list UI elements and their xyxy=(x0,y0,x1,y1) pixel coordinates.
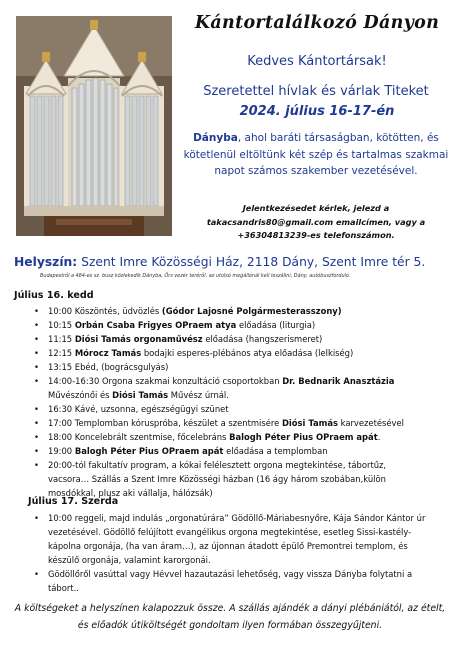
program-item: • 20:00-tól fakultatív program, a kókai felélesztett orgona megtekintése, tábortűz, vacsora… Szállás a Szent Imre Közösségi házban (16 ágy három szobában,külön mosdókkal, plusz aki vállalja, hálózsák) xyxy=(22,458,454,500)
day1-program xyxy=(22,304,454,500)
program-item-text: . xyxy=(377,432,381,442)
program-item-highlight: (Gódor Lajosné Polgármesterasszony) xyxy=(161,306,342,316)
program-item-text: 19:00 xyxy=(48,446,75,456)
program-item xyxy=(22,444,454,458)
program-item-text: karvezetésével xyxy=(337,418,404,428)
program-item-highlight: Dr. Bednarik Anasztázia xyxy=(282,376,395,386)
program-item-text: 10:00 Köszöntés, üdvözlés xyxy=(48,306,162,316)
program-item-text: 10:15 xyxy=(48,320,75,330)
registration-note xyxy=(180,202,452,243)
venue-address: Szent Imre Közösségi Ház, 2118 Dány, Szent Imre tér 5. xyxy=(81,255,426,269)
invitation-line: Szeretettel hívlak és várlak Titeket xyxy=(203,84,429,99)
day1-heading: Július 16. kedd xyxy=(14,290,94,301)
pipe-organ-photo xyxy=(16,16,172,236)
registration-line-3: +36304813239-es telefonszámon. xyxy=(237,230,395,240)
program-item-highlight: Balogh Péter Pius OPraem apát xyxy=(74,446,224,456)
program-item xyxy=(22,430,454,444)
program-item: • Gödöllőről vasúttal vagy Hévvel hazautazási lehetőség, vagy vissza Dányba folytatni a tábort.. xyxy=(22,567,450,595)
program-item-highlight: Orbán Csaba Frigyes OPraem atya xyxy=(74,320,237,330)
bus-note: Budapestről a 484-es sz. busz közlekedik Dányba, Örs vezér teréről, az utolsó megállónál kell leszállni, Dány, autóbuszforduló. xyxy=(40,273,351,279)
program-item xyxy=(22,374,454,388)
program-item xyxy=(22,346,454,360)
program-item xyxy=(22,388,454,402)
program-item-highlight: Balogh Péter Pius OPraem apát xyxy=(229,432,378,442)
program-item-text: 11:15 xyxy=(48,334,75,344)
program-item-text: előadása (liturgia) xyxy=(236,320,316,330)
program-item xyxy=(22,360,454,374)
intro-place: Dányba xyxy=(193,132,238,144)
program-item-highlight: Diósi Tamás orgonaművész xyxy=(74,334,203,344)
program-item xyxy=(22,332,454,346)
program-item xyxy=(22,304,454,318)
program-item xyxy=(22,318,454,332)
program-item-highlight: Diósi Tamás xyxy=(281,418,338,428)
program-item-text: bodajki esperes-plébános atya előadása (lelkiség) xyxy=(141,348,354,358)
program-item-text: 13:15 Ebéd, (bográcsgulyás) xyxy=(48,362,169,372)
program-item-text: előadása (hangszerismeret) xyxy=(202,334,323,344)
intro-text xyxy=(180,130,452,180)
closing-note: A költségeket a helyszínen kalapozzuk össze. A szállás ajándék a dányi plébániától, az ételt, és előadók útiköltségét gondoltam ilyen formában összegyűjteni. xyxy=(14,603,446,631)
program-item xyxy=(22,402,454,416)
day2-program xyxy=(22,511,450,595)
program-item-text: 14:00-16:30 Orgona szakmai konzultáció csoportokban xyxy=(48,376,283,386)
greeting: Kedves Kántortársak! xyxy=(247,54,387,69)
program-item-text: 16:30 Kávé, uzsonna, egészségügyi szünet xyxy=(48,404,229,414)
program-item xyxy=(22,416,454,430)
program-item-text: 18:00 Koncelebrált szentmise, főcelebráns xyxy=(48,432,230,442)
page-title: Kántortalálkozó Dányon xyxy=(194,13,440,33)
registration-line-1: Jelentkezésedet kérlek, jelezd a xyxy=(242,203,390,213)
venue-label: Helyszín: xyxy=(14,255,78,269)
program-item: • 10:00 reggeli, majd indulás „orgonatúrára” Gödöllő-Máriabesnyőre, Kája Sándor Kántor úr vezetésével. Gödöllő felújított evangélikus orgona megtekintése, esetleg Sissi-kastély-kápolna orgonája, (ha van áram…), az újonnan átadott épülő Premontrei templom, és készülő orgonája, valamint karorgonái. xyxy=(22,511,450,567)
program-item-text: előadása a templomban xyxy=(223,446,328,456)
program-item-text: Művészónői és xyxy=(48,390,113,400)
program-item-text: 12:15 xyxy=(48,348,75,358)
day2-heading: Július 17. Szerda xyxy=(28,496,119,507)
event-date: 2024. július 16-17-én xyxy=(239,104,395,119)
venue xyxy=(14,255,454,269)
registration-line-2: takacsandris80@gmail.com emailcímen, vagy a xyxy=(206,216,426,227)
program-item-text: Művész úrnál. xyxy=(168,390,229,400)
program-item-highlight: Mórocz Tamás xyxy=(74,348,142,358)
intro-body: , ahol baráti társaságban, kötötten, és kötetlenül eltöltünk két szép és tartalmas szakmai napot számos szakember vezetésével. xyxy=(183,132,449,177)
program-item-highlight: Diósi Tamás xyxy=(112,390,169,400)
program-item-text: 17:00 Templomban kóruspróba, készület a szentmisére xyxy=(48,418,282,428)
